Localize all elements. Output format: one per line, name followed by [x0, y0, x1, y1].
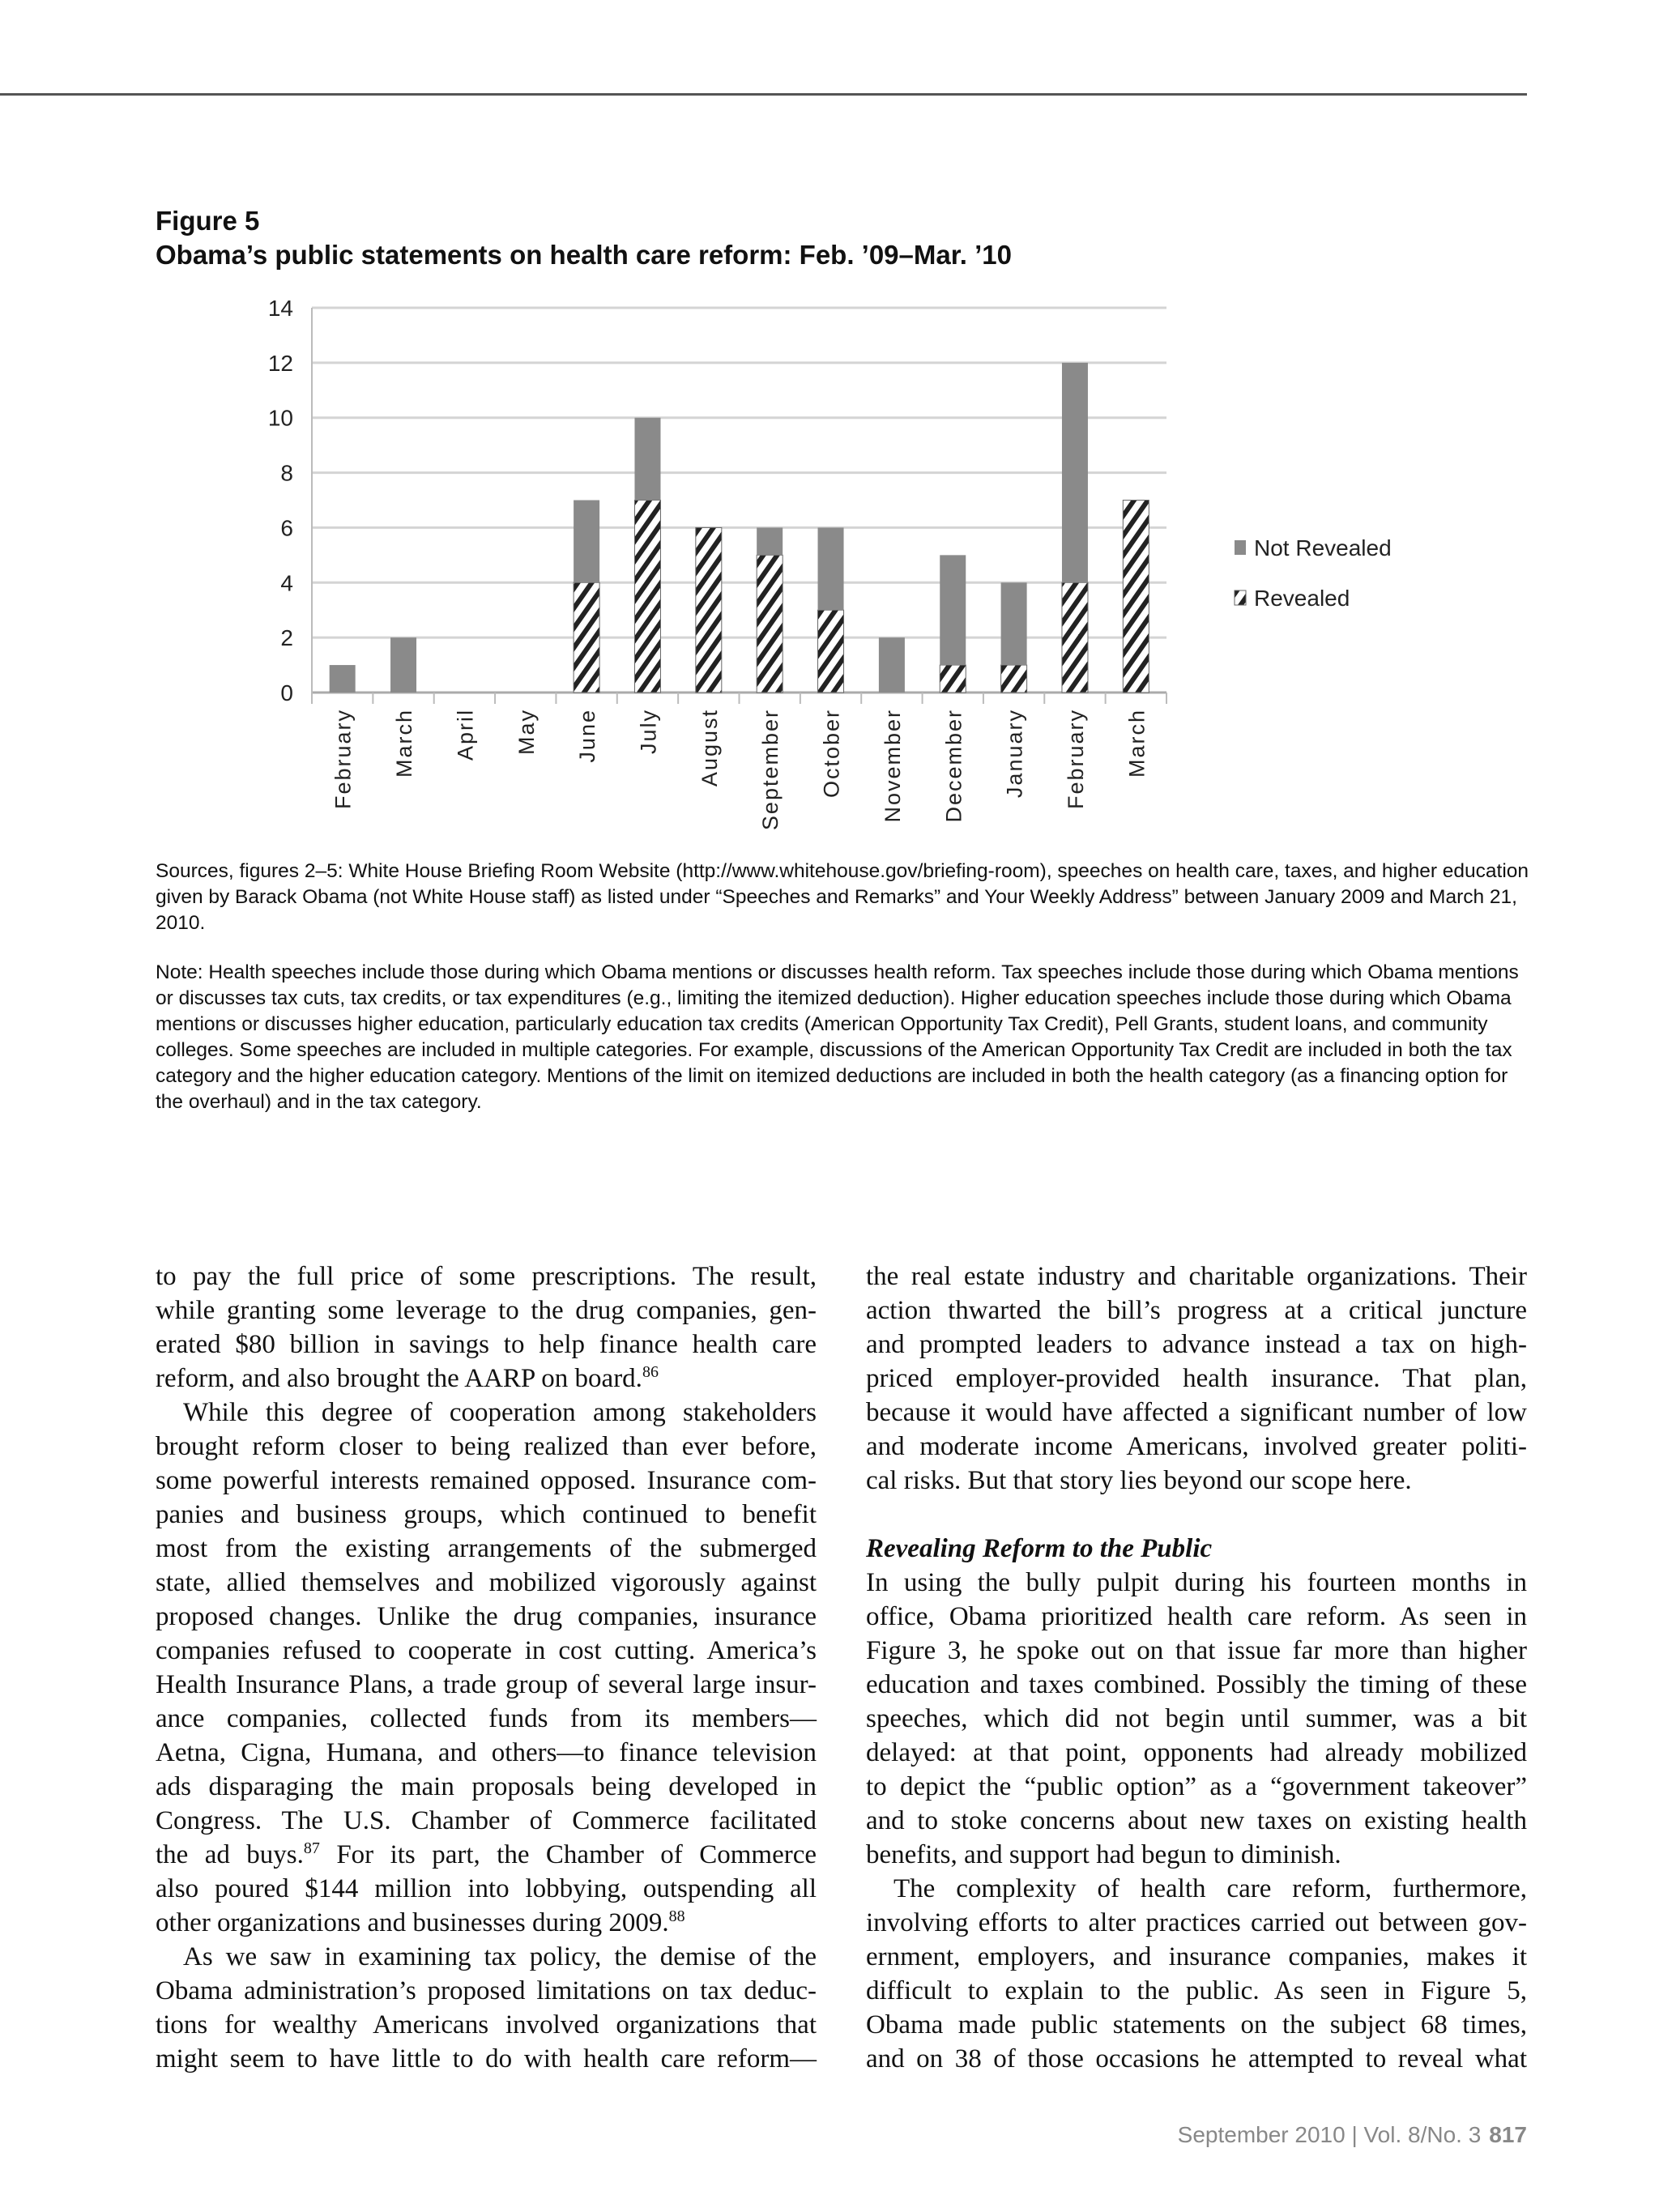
line-text: In using the bully pulpit during his fourteen months in — [866, 1568, 1527, 1597]
text-line — [156, 1940, 817, 1974]
text-line — [866, 1838, 1527, 1872]
body-column-left — [156, 1259, 817, 2076]
bar-revealed — [1062, 582, 1088, 693]
line-text: The complexity of health care reform, furthermore, — [893, 1874, 1527, 1903]
y-tick-label: 12 — [267, 350, 293, 376]
bar-revealed — [940, 665, 966, 693]
bar-revealed — [1123, 501, 1149, 693]
page-number: 817 — [1489, 2122, 1527, 2147]
x-tick-label: March — [392, 709, 417, 778]
line-text: some powerful interests remained opposed. Insurance com- — [156, 1466, 817, 1495]
x-tick-label: October — [819, 709, 844, 799]
line-text: priced employer-provided health insurance. That plan, — [866, 1364, 1527, 1393]
text-line — [866, 1702, 1527, 1736]
text-line — [866, 1974, 1527, 2008]
text-line — [156, 1362, 817, 1396]
legend-label: Not Revealed — [1254, 535, 1392, 560]
text-line — [156, 1634, 817, 1668]
text-line — [156, 1804, 817, 1838]
line-text: ernment, employers, and insurance companies, makes it — [866, 1942, 1527, 1971]
y-tick-label: 0 — [280, 680, 293, 705]
line-text: Figure 3, he spoke out on that issue far more than higher — [866, 1636, 1527, 1665]
issue-info: September 2010 | Vol. 8/No. 3 — [1177, 2122, 1482, 2147]
header-rule — [0, 93, 1527, 96]
line-text: proposed changes. Unlike the drug companies, insurance — [156, 1602, 817, 1631]
y-tick-label: 14 — [267, 296, 293, 321]
line-text: speeches, which did not begin until summer, was a bit — [866, 1704, 1527, 1733]
bar-not-revealed — [330, 665, 356, 693]
line-text: education and taxes combined. Possibly the timing of these — [866, 1670, 1527, 1699]
line-text: companies refused to cooperate in cost cutting. America’s — [156, 1636, 817, 1665]
text-line — [156, 1464, 817, 1498]
line-text: benefits, and support had begun to diminish. — [866, 1840, 1341, 1869]
line-text: most from the existing arrangements of the submerged — [156, 1534, 817, 1563]
line-text: cal risks. But that story lies beyond our scope here. — [866, 1466, 1412, 1495]
text-line — [866, 2008, 1527, 2042]
text-line — [156, 1838, 817, 1872]
y-tick-label: 4 — [280, 570, 293, 596]
line-text: As we saw in examining tax policy, the demise of the — [183, 1942, 817, 1971]
line-text: to depict the “public option” as a “government takeover” — [866, 1772, 1527, 1801]
line-text: Obama made public statements on the subject 68 times, — [866, 2010, 1527, 2039]
line-text: tions for wealthy Americans involved organizations that — [156, 2010, 817, 2039]
text-line — [156, 1566, 817, 1600]
line-text: while granting some leverage to the drug companies, gen- — [156, 1296, 817, 1325]
bar-not-revealed — [634, 418, 660, 501]
text-line — [156, 1668, 817, 1702]
text-line — [866, 1736, 1527, 1770]
line-text: For its part, the Chamber of Commerce — [319, 1840, 817, 1869]
x-tick-label: July — [636, 709, 661, 755]
line-text: office, Obama prioritized health care reform. As seen in — [866, 1602, 1527, 1631]
text-line — [866, 1804, 1527, 1838]
bar-not-revealed — [879, 637, 905, 693]
legend-label: Revealed — [1254, 586, 1350, 611]
text-line — [156, 2008, 817, 2042]
line-text: might seem to have little to do with health care reform— — [156, 2044, 817, 2073]
line-text: and on 38 of those occasions he attempted to reveal what — [866, 2044, 1527, 2073]
text-line — [866, 1940, 1527, 1974]
line-text: the ad buys. — [156, 1840, 304, 1869]
text-line — [866, 1464, 1527, 1498]
line-text: and prompted leaders to advance instead a tax on high- — [866, 1330, 1527, 1359]
legend-swatch-not-revealed — [1235, 540, 1246, 555]
line-text: because it would have affected a significant number of low — [866, 1398, 1527, 1427]
text-line — [156, 1328, 817, 1362]
x-tick-label: November — [880, 709, 905, 823]
text-line — [156, 1430, 817, 1464]
text-line — [156, 1498, 817, 1532]
figure-label: Figure 5 — [156, 206, 260, 236]
text-line — [156, 1294, 817, 1328]
line-text: ads disparaging the main proposals being developed in — [156, 1772, 817, 1801]
line-text: also poured $144 million into lobbying, outspending all — [156, 1874, 817, 1903]
text-line — [156, 1532, 817, 1566]
line-text: and moderate income Americans, involved greater politi- — [866, 1432, 1527, 1461]
line-text: state, allied themselves and mobilized vigorously against — [156, 1568, 817, 1597]
bar-not-revealed — [1062, 363, 1088, 582]
bar-revealed — [634, 501, 660, 693]
line-text: brought reform closer to being realized than ever before, — [156, 1432, 817, 1461]
bar-not-revealed — [1001, 582, 1027, 665]
footnote-ref: 88 — [668, 1907, 685, 1925]
x-tick-label: January — [1002, 709, 1027, 799]
text-line — [866, 1259, 1527, 1294]
page-footer — [1178, 2122, 1527, 2148]
line-text: panies and business groups, which continued to benefit — [156, 1500, 817, 1529]
line-text: delayed: at that point, opponents had already mobilized — [866, 1738, 1527, 1767]
text-line — [156, 1906, 817, 1940]
line-text: other organizations and businesses during 2009. — [156, 1908, 669, 1937]
text-line — [866, 1770, 1527, 1804]
text-line — [156, 1770, 817, 1804]
bar-revealed — [574, 582, 599, 693]
line-text: Obama administration’s proposed limitations on tax deduc- — [156, 1976, 817, 2005]
text-line — [156, 1872, 817, 1906]
x-tick-label: June — [575, 709, 600, 763]
line-text: to pay the full price of some prescriptions. The result, — [156, 1262, 817, 1291]
line-text: Health Insurance Plans, a trade group of several large insur- — [156, 1670, 817, 1699]
bar-not-revealed — [818, 527, 844, 610]
body-column-right — [866, 1259, 1527, 2076]
x-tick-label: April — [453, 709, 478, 761]
bar-not-revealed — [757, 527, 783, 555]
text-line — [866, 1328, 1527, 1362]
section-heading: Revealing Reform to the Public — [866, 1534, 1213, 1563]
text-line — [156, 1396, 817, 1430]
figure-sources: Sources, figures 2–5: White House Briefing Room Website (http://www.whitehouse.gov/briefing-room), speeches on health care, taxes, and higher education given by Barack Obama (not White House staff) as listed under “Speeches and Remarks” and Your Weekly Address” between January 2009 and March 21, 2010. — [156, 860, 1529, 934]
y-tick-label: 6 — [280, 515, 293, 541]
text-line — [866, 1430, 1527, 1464]
line-text: erated $80 billion in savings to help finance health care — [156, 1330, 817, 1359]
text-line — [866, 1634, 1527, 1668]
legend-swatch-revealed — [1235, 590, 1246, 605]
text-line — [866, 1362, 1527, 1396]
text-line — [156, 2042, 817, 2076]
text-line — [866, 1294, 1527, 1328]
figure-note: Note: Health speeches include those during which Obama mentions or discusses health reform. Tax speeches include those during which Obama mentions or discusses tax cuts, tax credits, or tax expenditures (e.g., limiting the itemized deduction). Higher education speeches include those during which Obama mentions or discusses higher education, particularly education tax credits (American Opportunity Tax Credit), Pell Grants, student loans, and community colleges. Some speeches are included in multiple categories. For example, discussions of the American Opportunity Tax Credit are included in both the tax category and the higher education category. Mentions of the limit on itemized deductions are included in both the health category (as a financing option for the overhaul) and in the tax category. — [156, 961, 1519, 1113]
bar-revealed — [818, 610, 844, 693]
bar-revealed — [757, 555, 783, 693]
x-tick-label: May — [514, 709, 539, 756]
bar-not-revealed — [940, 555, 966, 665]
line-text: ance companies, collected funds from its members— — [156, 1704, 817, 1733]
figure-heading — [156, 204, 1012, 272]
x-tick-label: August — [697, 709, 722, 787]
bar-not-revealed — [574, 501, 599, 583]
text-line — [866, 1906, 1527, 1940]
text-line — [866, 1566, 1527, 1600]
line-text: and to stoke concerns about new taxes on existing health — [866, 1806, 1527, 1835]
footnote-ref: 86 — [642, 1363, 659, 1381]
x-tick-label: March — [1124, 709, 1149, 778]
line-text: reform, and also brought the AARP on board. — [156, 1364, 642, 1393]
text-line — [866, 1872, 1527, 1906]
line-text: difficult to explain to the public. As seen in Figure 5, — [866, 1976, 1527, 2005]
text-line — [866, 2042, 1527, 2076]
text-line — [156, 1702, 817, 1736]
figure-title: Obama’s public statements on health care reform: Feb. ’09–Mar. ’10 — [156, 240, 1012, 270]
line-text: Aetna, Cigna, Humana, and others—to finance television — [156, 1738, 817, 1767]
text-line — [156, 1259, 817, 1294]
bar-revealed — [1001, 665, 1027, 693]
line-text: involving efforts to alter practices carried out between gov- — [866, 1908, 1527, 1937]
x-tick-label: December — [941, 709, 966, 823]
x-tick-label: February — [331, 709, 356, 810]
y-tick-label: 10 — [267, 405, 293, 431]
bar-not-revealed — [390, 637, 416, 693]
stacked-bar-chart — [0, 275, 1659, 859]
text-line — [156, 1974, 817, 2008]
y-tick-label: 8 — [280, 460, 293, 486]
text-line — [866, 1396, 1527, 1430]
text-line — [156, 1736, 817, 1770]
line-text: Congress. The U.S. Chamber of Commerce facilitated — [156, 1806, 817, 1835]
text-line — [866, 1600, 1527, 1634]
y-tick-label: 2 — [280, 625, 293, 651]
line-text: the real estate industry and charitable organizations. Their — [866, 1262, 1527, 1291]
text-line — [866, 1668, 1527, 1702]
footnote-ref: 87 — [303, 1839, 320, 1857]
bar-revealed — [696, 527, 722, 693]
x-tick-label: February — [1063, 709, 1088, 810]
x-tick-label: September — [758, 709, 783, 831]
line-text: action thwarted the bill’s progress at a critical juncture — [866, 1296, 1527, 1325]
line-text: While this degree of cooperation among stakeholders — [183, 1398, 817, 1427]
text-line — [156, 1600, 817, 1634]
